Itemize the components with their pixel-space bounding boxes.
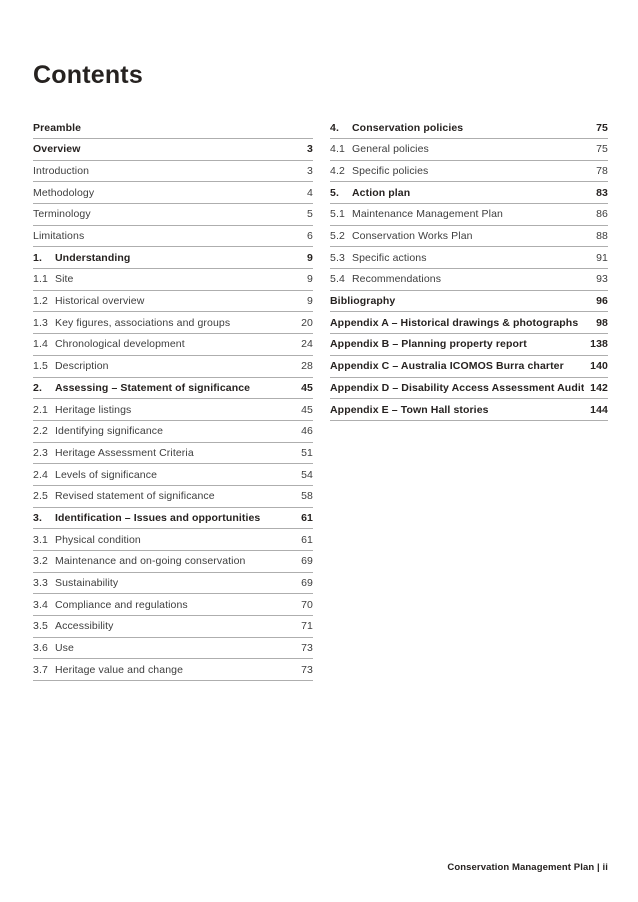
- toc-row: [33, 464, 313, 486]
- toc-entry-number: 3.2: [33, 555, 48, 568]
- toc-entry-label: Historical overview: [55, 295, 145, 308]
- toc-entry-label: Overview: [33, 143, 81, 156]
- toc-entry-label: Assessing – Statement of significance: [55, 381, 251, 394]
- toc-row: [33, 399, 313, 421]
- toc-column-left: [33, 117, 313, 681]
- toc-entry-label: Maintenance and on-going conservation: [55, 555, 246, 568]
- toc-entry-label: Action plan: [352, 186, 411, 199]
- toc-entry-page-number: 51: [301, 446, 313, 459]
- toc-entry-page-number: 5: [307, 208, 313, 221]
- toc-row: [330, 182, 608, 204]
- toc-entry-number: 3.3: [33, 577, 48, 590]
- toc-entry-label: Maintenance Management Plan: [352, 208, 503, 221]
- toc-entry-page-number: 83: [596, 186, 608, 199]
- toc-entry-page-number: 20: [301, 316, 313, 329]
- toc-entry-number: 1.1: [33, 273, 48, 286]
- toc-entry-number: 1.: [33, 251, 42, 264]
- toc-entry-page-number: 6: [307, 230, 313, 243]
- toc-entry-label: Appendix B – Planning property report: [330, 338, 527, 351]
- toc-entry-number: 1.4: [33, 338, 48, 351]
- toc-row: [330, 117, 608, 139]
- toc-entry-label: Description: [55, 360, 109, 373]
- toc-row: [330, 247, 608, 269]
- toc-entry-page-number: 75: [596, 121, 608, 134]
- toc-entry-label: Sustainability: [55, 577, 119, 590]
- toc-row: [330, 312, 608, 334]
- toc-entry-label: Specific policies: [352, 164, 429, 177]
- toc-entry-number: 3.1: [33, 533, 48, 546]
- toc-entry-label: Physical condition: [55, 533, 141, 546]
- toc-entry-label: General policies: [352, 143, 429, 156]
- toc-entry-number: 4.: [330, 121, 339, 134]
- toc-row: [33, 356, 313, 378]
- toc-entry-page-number: 54: [301, 468, 313, 481]
- toc-entry-page-number: 73: [301, 663, 313, 676]
- toc-entry-label: Revised statement of significance: [55, 490, 215, 503]
- toc-entry-page-number: 69: [301, 555, 313, 568]
- toc-column-right: [330, 117, 608, 681]
- toc-row: [330, 399, 608, 421]
- toc-entry-label: Chronological development: [55, 338, 185, 351]
- toc-entry-page-number: 24: [301, 338, 313, 351]
- toc-entry-page-number: 98: [596, 316, 608, 329]
- toc-entry-label: Use: [55, 642, 74, 655]
- toc-row: [33, 334, 313, 356]
- toc-entry-page-number: 70: [301, 598, 313, 611]
- toc-entry-label: Levels of significance: [55, 468, 158, 481]
- toc-row: [330, 269, 608, 291]
- page-title: Contents: [33, 61, 143, 89]
- toc-row: [33, 139, 313, 161]
- toc-entry-page-number: 91: [596, 251, 608, 264]
- toc-row: [33, 443, 313, 465]
- toc-entry-page-number: 4: [307, 186, 313, 199]
- toc-row: [330, 334, 608, 356]
- toc-row: [33, 421, 313, 443]
- toc-row: [33, 573, 313, 595]
- toc-entry-label: Accessibility: [55, 620, 114, 633]
- toc-row: [330, 356, 608, 378]
- toc-row: [33, 247, 313, 269]
- toc-entry-label: Understanding: [55, 251, 131, 264]
- toc-entry-number: 2.: [33, 381, 42, 394]
- toc-entry-page-number: 3: [307, 143, 313, 156]
- toc-entry-label: Bibliography: [330, 295, 396, 308]
- toc-entry-page-number: 45: [301, 381, 313, 394]
- toc-entry-page-number: 78: [596, 164, 608, 177]
- toc-entry-page-number: 73: [301, 642, 313, 655]
- toc-row: [33, 508, 313, 530]
- toc-row: [33, 161, 313, 183]
- toc-entry-label: Conservation Works Plan: [352, 230, 473, 243]
- toc-entry-label: Preamble: [33, 121, 82, 134]
- toc-entry-page-number: 71: [301, 620, 313, 633]
- toc-entry-number: 1.2: [33, 295, 48, 308]
- toc-entry-label: Key figures, associations and groups: [55, 316, 231, 329]
- toc-entry-number: 5.: [330, 186, 339, 199]
- toc-entry-page-number: 45: [301, 403, 313, 416]
- page-footer: Conservation Management Plan | ii: [447, 862, 608, 873]
- toc-row: [33, 291, 313, 313]
- toc-entry-page-number: 138: [590, 338, 608, 351]
- toc-entry-label: Specific actions: [352, 251, 427, 264]
- toc-row: [33, 226, 313, 248]
- toc-entry-label: Identification – Issues and opportunities: [55, 511, 261, 524]
- toc-entry-page-number: 28: [301, 360, 313, 373]
- toc-entry-number: 3.4: [33, 598, 48, 611]
- toc-entry-label: Appendix E – Town Hall stories: [330, 403, 489, 416]
- toc-entry-page-number: 69: [301, 577, 313, 590]
- toc-entry-number: 5.4: [330, 273, 345, 286]
- toc-entry-number: 5.3: [330, 251, 345, 264]
- toc-row: [33, 616, 313, 638]
- toc-entry-page-number: 142: [590, 381, 608, 394]
- toc-entry-page-number: 140: [590, 360, 608, 373]
- toc-entry-number: 3.5: [33, 620, 48, 633]
- toc-entry-label: Heritage listings: [55, 403, 132, 416]
- toc-row: [33, 204, 313, 226]
- toc-entry-page-number: 75: [596, 143, 608, 156]
- toc-entry-number: 4.2: [330, 164, 345, 177]
- toc-entry-page-number: 144: [590, 403, 608, 416]
- toc-entry-number: 3.7: [33, 663, 48, 676]
- toc-columns: [33, 117, 608, 681]
- toc-entry-number: 5.2: [330, 230, 345, 243]
- toc-entry-page-number: 93: [596, 273, 608, 286]
- toc-row: [330, 139, 608, 161]
- toc-entry-number: 2.4: [33, 468, 48, 481]
- toc-entry-page-number: 9: [307, 295, 313, 308]
- toc-entry-label: Methodology: [33, 186, 95, 199]
- toc-entry-label: Heritage Assessment Criteria: [55, 446, 194, 459]
- toc-entry-label: Recommendations: [352, 273, 442, 286]
- toc-entry-number: 5.1: [330, 208, 345, 221]
- toc-entry-page-number: 61: [301, 511, 313, 524]
- toc-entry-page-number: 58: [301, 490, 313, 503]
- toc-row: [33, 551, 313, 573]
- toc-entry-label: Introduction: [33, 164, 90, 177]
- toc-row: [33, 594, 313, 616]
- toc-row: [33, 659, 313, 681]
- toc-entry-label: Terminology: [33, 208, 91, 221]
- toc-entry-number: 2.3: [33, 446, 48, 459]
- toc-entry-number: 3.: [33, 511, 42, 524]
- toc-entry-page-number: 96: [596, 295, 608, 308]
- toc-row: [330, 161, 608, 183]
- toc-entry-page-number: 9: [307, 273, 313, 286]
- toc-entry-label: Conservation policies: [352, 121, 464, 134]
- toc-row: [330, 226, 608, 248]
- toc-entry-label: Appendix C – Australia ICOMOS Burra charter: [330, 360, 564, 373]
- toc-entry-label: Compliance and regulations: [55, 598, 188, 611]
- toc-row: [330, 204, 608, 226]
- toc-entry-number: 2.5: [33, 490, 48, 503]
- toc-row: [33, 269, 313, 291]
- toc-entry-number: 4.1: [330, 143, 345, 156]
- toc-entry-number: 2.1: [33, 403, 48, 416]
- toc-entry-label: Appendix A – Historical drawings & photographs: [330, 316, 579, 329]
- toc-row: [33, 312, 313, 334]
- toc-entry-label: Limitations: [33, 230, 85, 243]
- toc-entry-page-number: 88: [596, 230, 608, 243]
- toc-entry-label: Heritage value and change: [55, 663, 184, 676]
- toc-row: [330, 378, 608, 400]
- toc-entry-number: 2.2: [33, 425, 48, 438]
- toc-entry-page-number: 86: [596, 208, 608, 221]
- toc-row: [33, 529, 313, 551]
- toc-entry-number: 1.5: [33, 360, 48, 373]
- toc-row: [33, 117, 313, 139]
- toc-entry-label: Appendix D – Disability Access Assessment Audit: [330, 381, 585, 394]
- toc-row: [33, 486, 313, 508]
- toc-entry-page-number: 3: [307, 164, 313, 177]
- toc-entry-page-number: 46: [301, 425, 313, 438]
- toc-entry-label: Identifying significance: [55, 425, 164, 438]
- toc-entry-label: Site: [55, 273, 74, 286]
- toc-entry-page-number: 9: [307, 251, 313, 264]
- toc-row: [33, 638, 313, 660]
- toc-entry-number: 3.6: [33, 642, 48, 655]
- toc-entry-page-number: 61: [301, 533, 313, 546]
- toc-row: [33, 182, 313, 204]
- toc-entry-number: 1.3: [33, 316, 48, 329]
- toc-row: [33, 378, 313, 400]
- toc-row: [330, 291, 608, 313]
